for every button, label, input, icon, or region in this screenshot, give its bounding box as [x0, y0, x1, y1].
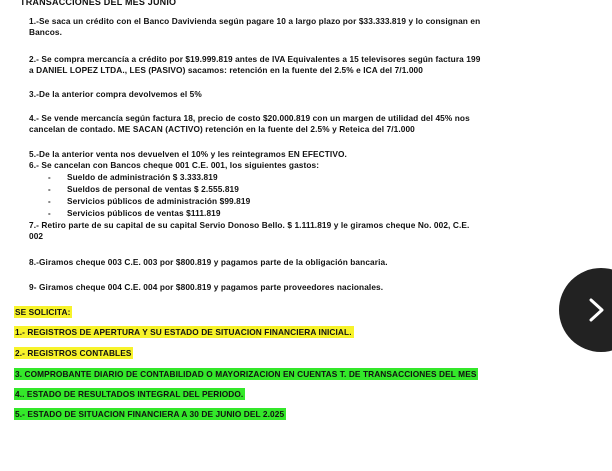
requirement-4 — [14, 389, 245, 400]
item-6-expense-3: Servicios públicos de administración $99.819 — [67, 196, 251, 206]
item-1-line-2: Bancos. — [29, 27, 62, 37]
item-6: 6.- Se cancelan con Bancos cheque 001 C.E. 001, los siguientes gastos: — [29, 160, 320, 170]
item-7-line-1: 7.- Retiro parte de su capital de su capital Servio Donoso Bello. $ 1.111.819 y le giramos cheque No. 002, C.E. — [29, 220, 470, 230]
item-2-line-2: a DANIEL LOPEZ LTDA., LES (PASIVO) sacamos: retención en la fuente del 2.5% e ICA del 7/1.000 — [29, 65, 423, 75]
item-8: 8.-Giramos cheque 003 C.E. 003 por $800.819 y pagamos parte de la obligación bancaria. — [29, 257, 388, 267]
requirement-4-text: 4.. ESTADO DE RESULTADOS INTEGRAL DEL PERIODO. — [15, 389, 244, 399]
item-4-line-1: 4.- Se vende mercancía según factura 18, precio de costo $20.000.819 con un margen de utilidad del 45% nos — [29, 113, 470, 123]
requirement-1 — [14, 327, 354, 338]
requirement-2-text: 2.- REGISTROS CONTABLES — [15, 348, 132, 358]
next-page-button[interactable] — [559, 268, 612, 352]
bullet-marker: - — [48, 209, 51, 218]
item-6-expense-1: Sueldo de administración $ 3.333.819 — [67, 172, 218, 182]
item-9: 9- Giramos cheque 004 C.E. 004 por $800.819 y pagamos parte proveedores nacionales. — [29, 282, 384, 292]
requirement-1-text: 1.- REGISTROS DE APERTURA Y SU ESTADO DE SITUACION FINANCIERA INICIAL. — [15, 327, 352, 337]
item-3: 3.-De la anterior compra devolvemos el 5% — [29, 89, 202, 99]
requirement-5-text: 5.- ESTADO DE SITUACION FINANCIERA A 30 DE JUNIO DEL 2.025 — [15, 409, 285, 419]
requirement-2 — [14, 348, 133, 359]
requirement-5 — [14, 409, 286, 420]
item-7-line-2: 002 — [29, 231, 44, 241]
solicita-heading — [14, 307, 72, 318]
bullet-marker: - — [48, 173, 51, 182]
item-4-line-2: cancelan de contado. ME SACAN (ACTIVO) retención en la fuente del 2.5% y Reteica del 7/1.000 — [29, 124, 415, 134]
requirement-3-text: 3. COMPROBANTE DIARIO DE CONTABILIDAD O MAYORIZACION EN CUENTAS T. DE TRANSACCIONES DEL MES — [15, 369, 477, 379]
item-2-line-1: 2.- Se compra mercancía a crédito por $19.999.819 antes de IVA Equivalentes a 15 televisores según factura 199 — [29, 54, 481, 64]
chevron-right-icon — [585, 298, 607, 322]
item-1-line-1: 1.-Se saca un crédito con el Banco Davivienda según pagare 10 a largo plazo por $33.333.819 y lo consignan en — [29, 16, 481, 26]
item-6-expense-4: Servicios públicos de ventas $111.819 — [67, 208, 221, 218]
item-5: 5.-De la anterior venta nos devuelven el 10% y les reintegramos EN EFECTIVO. — [29, 149, 347, 159]
bullet-marker: - — [48, 197, 51, 206]
requirement-3 — [14, 369, 478, 380]
solicita-heading-text: SE SOLICITA: — [15, 307, 71, 317]
document-title: TRANSACCIONES DEL MES JUNIO — [20, 0, 177, 7]
item-6-expense-2: Sueldos de personal de ventas $ 2.555.819 — [67, 184, 239, 194]
bullet-marker: - — [48, 185, 51, 194]
